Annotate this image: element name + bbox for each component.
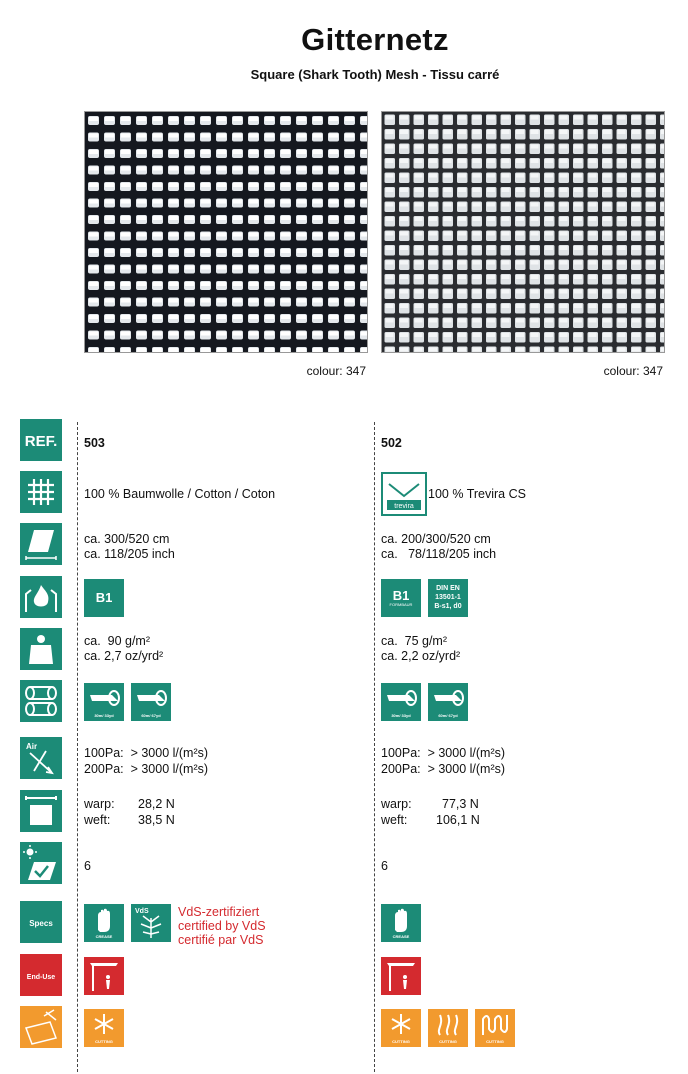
heat-cutting-icon: CUTTING	[428, 1009, 468, 1047]
width-inch-502: ca. 78/118/205 inch	[381, 547, 497, 561]
roll-icon	[20, 680, 62, 722]
svg-text:VdS: VdS	[135, 908, 149, 915]
lightfastness-502: 6	[381, 859, 388, 873]
wave-cutting-icon: CUTTING	[475, 1009, 515, 1047]
processing-icon	[20, 1006, 62, 1048]
end-use-theatre-icon	[381, 957, 421, 995]
svg-text:REF.: REF.	[24, 433, 58, 450]
warp-value-503: 28,2 N	[138, 797, 175, 811]
svg-text:Specs: Specs	[29, 919, 53, 928]
swatch-image-502	[381, 111, 665, 353]
weight-icon	[20, 628, 62, 670]
column-divider	[374, 422, 375, 1072]
cutting-icon: CUTTING	[381, 1009, 421, 1047]
lightfastness-503: 6	[84, 859, 91, 873]
weft-value-502: 106,1 N	[436, 813, 480, 827]
width-icon	[20, 523, 62, 565]
swatch-image-503	[84, 111, 368, 353]
weight-oz-502: ca. 2,2 oz/yrd²	[381, 649, 461, 663]
air-200pa-502: 200Pa: > 3000 l/(m²s)	[381, 762, 506, 776]
roll-length-icon: 30m/ 33yd	[381, 683, 421, 721]
swatch-caption-503: colour: 347	[306, 364, 366, 378]
warp-value-502: 77,3 N	[442, 797, 479, 811]
roll-length-icon: 60m/ 67yd	[428, 683, 468, 721]
fire-rating-badge-503: B1	[84, 579, 124, 617]
crease-icon: CREASE	[381, 904, 421, 942]
din-en-badge-502: DIN EN 13501-1 B-s1, d0	[428, 579, 468, 617]
weft-value-503: 38,5 N	[138, 813, 175, 827]
trevira-logo	[381, 472, 427, 516]
weight-gm-503: ca. 90 g/m²	[84, 634, 150, 648]
weft-label-502: weft:	[381, 813, 408, 827]
air-200pa-503: 200Pa: > 3000 l/(m²s)	[84, 762, 209, 776]
warp-label-502: warp:	[381, 797, 412, 811]
width-inch-503: ca. 118/205 inch	[84, 547, 175, 561]
ref-number-503: 503	[84, 436, 105, 450]
cutting-icon: CUTTING	[84, 1009, 124, 1047]
weight-gm-502: ca. 75 g/m²	[381, 634, 447, 648]
roll-length-icon: 30m/ 33yd	[84, 683, 124, 721]
crease-icon: CREASE	[84, 904, 124, 942]
end-use-theatre-icon	[84, 957, 124, 995]
svg-text:End-Use: End-Use	[26, 974, 56, 981]
page-subtitle: Square (Shark Tooth) Mesh - Tissu carré	[250, 67, 500, 82]
svg-text:trevira: trevira	[394, 503, 414, 510]
tensile-strength-icon	[20, 790, 62, 832]
fire-rating-badge-502: B1 FORMBAUR	[381, 579, 421, 617]
width-cm-502: ca. 200/300/520 cm	[381, 532, 491, 546]
warp-label-503: warp:	[84, 797, 115, 811]
specs-icon	[20, 901, 62, 943]
end-use-icon	[20, 954, 62, 996]
air-100pa-503: 100Pa: > 3000 l/(m²s)	[84, 746, 209, 760]
vds-certified-text: VdS-zertifiziert certified by VdS certifié par VdS	[178, 905, 266, 947]
weft-label-503: weft:	[84, 813, 111, 827]
swatch-caption-502: colour: 347	[603, 364, 663, 378]
column-divider	[77, 422, 78, 1072]
vds-certification-icon	[131, 904, 171, 942]
lightfastness-icon	[20, 842, 62, 884]
svg-text:Air: Air	[26, 742, 38, 751]
material-503: 100 % Baumwolle / Cotton / Coton	[84, 487, 276, 501]
air-permeability-icon	[20, 737, 62, 779]
material-502: 100 % Trevira CS	[428, 487, 526, 501]
ref-icon	[20, 419, 62, 461]
width-cm-503: ca. 300/520 cm	[84, 532, 170, 546]
fire-icon	[20, 576, 62, 618]
roll-length-icon: 60m/ 67yd	[131, 683, 171, 721]
page-title: Gitternetz	[301, 22, 449, 57]
weight-oz-503: ca. 2,7 oz/yrd²	[84, 649, 164, 663]
air-100pa-502: 100Pa: > 3000 l/(m²s)	[381, 746, 506, 760]
ref-number-502: 502	[381, 436, 402, 450]
material-weave-icon	[20, 471, 62, 513]
